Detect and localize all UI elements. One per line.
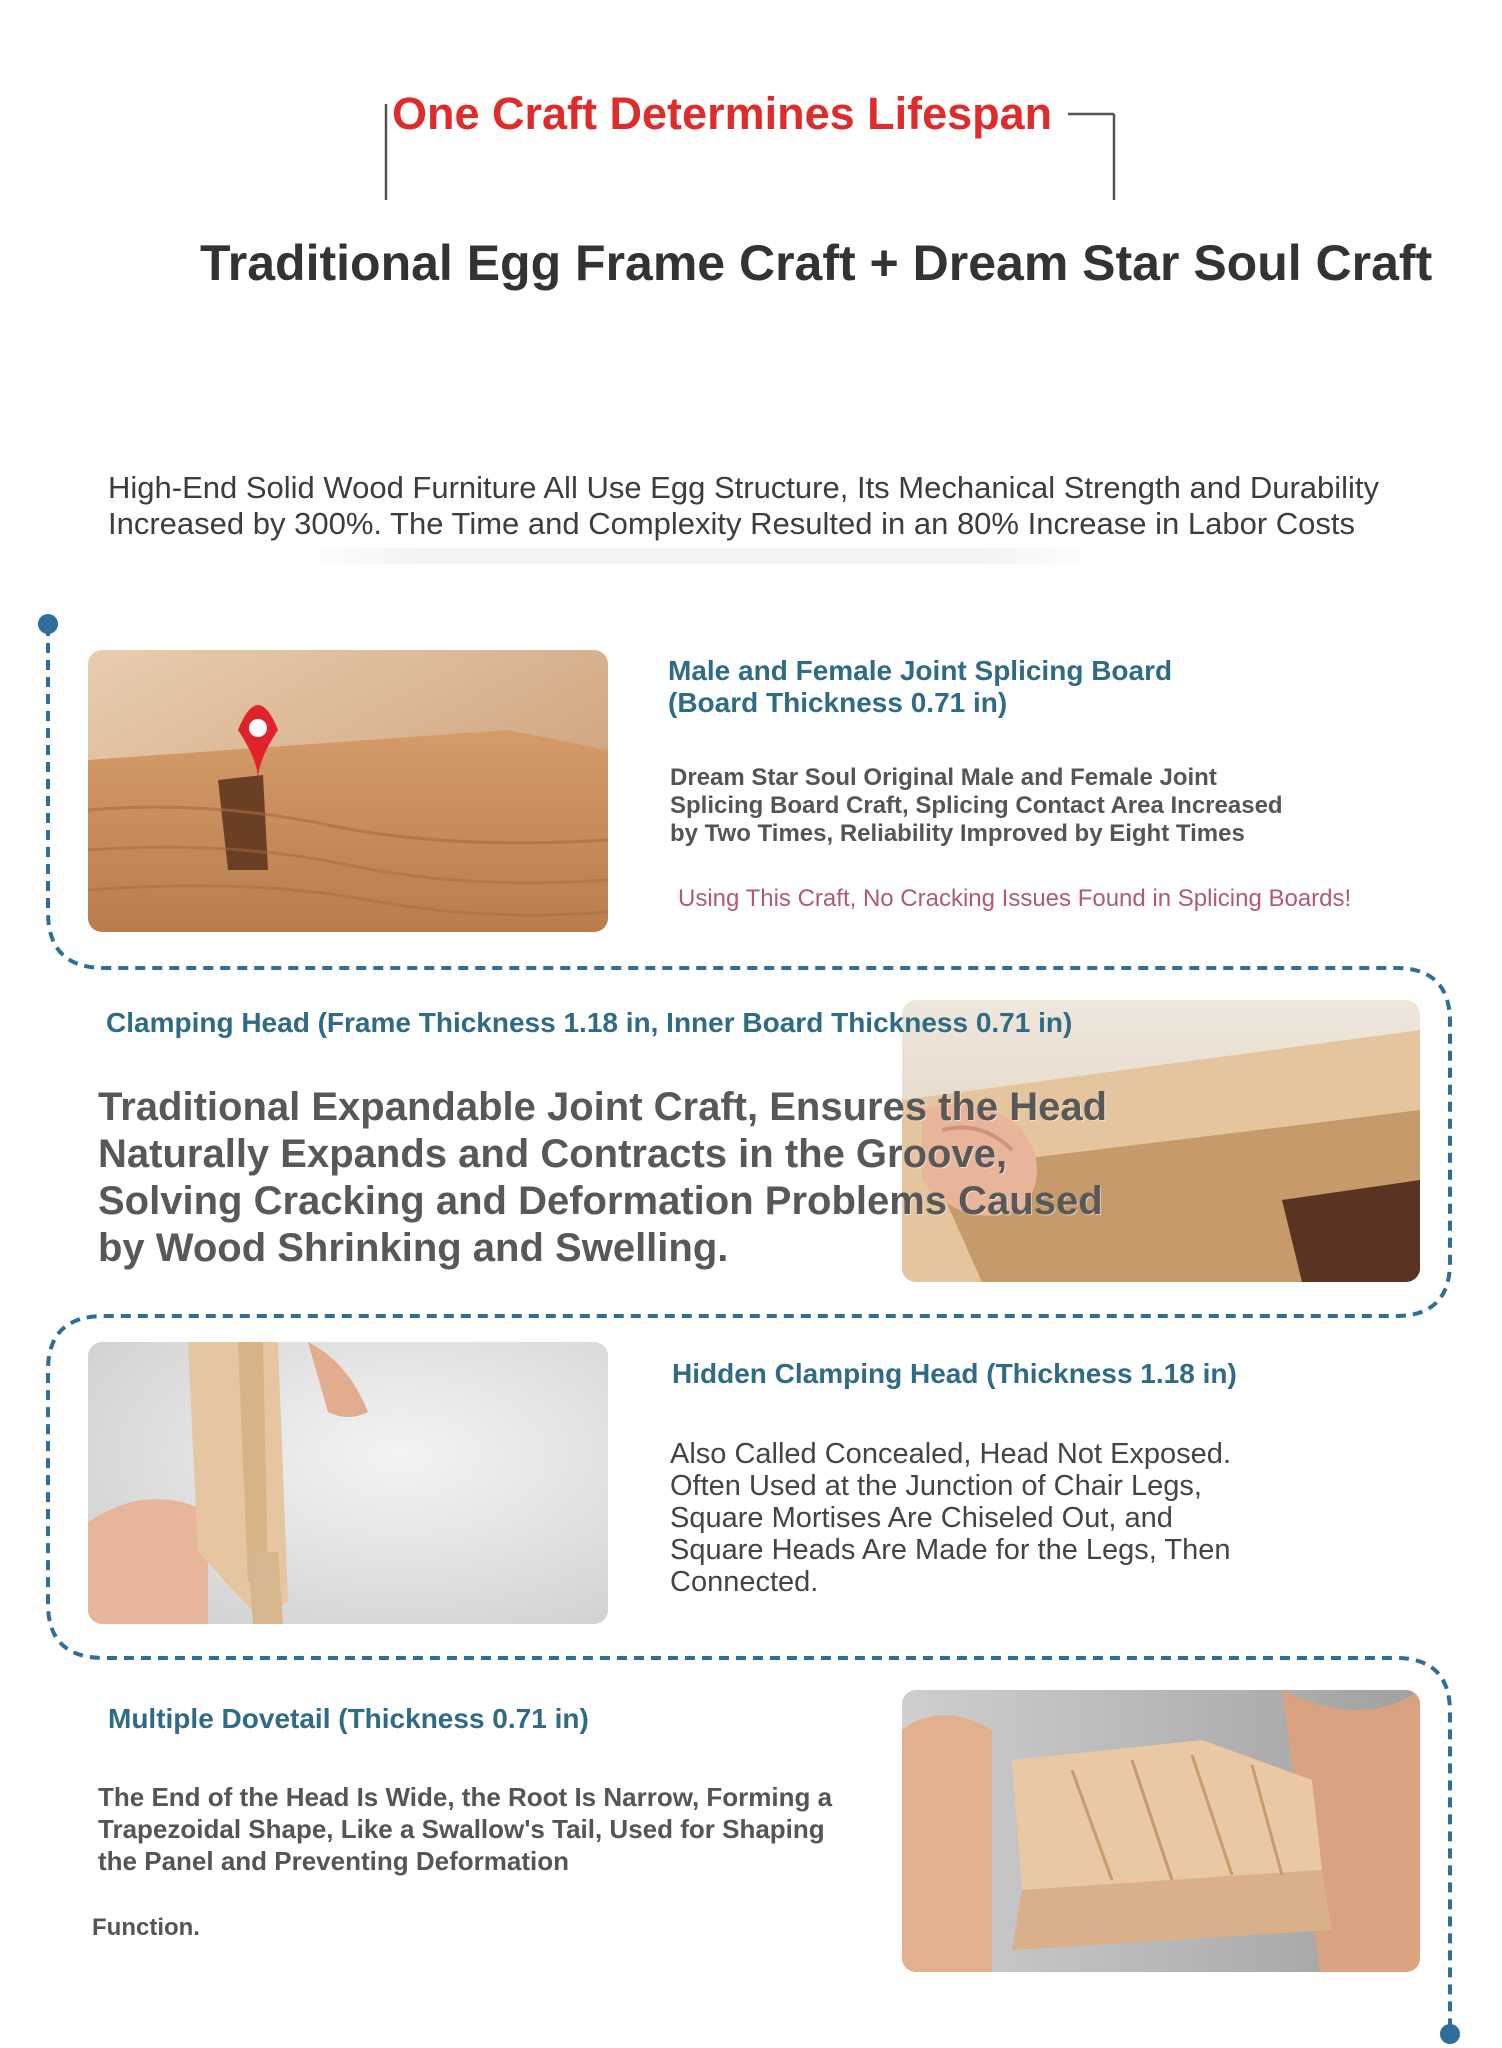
section-1-title-line2: (Board Thickness 0.71 in) — [668, 687, 1008, 718]
page-subtitle: Traditional Egg Frame Craft + Dream Star Soul Craft — [200, 235, 1433, 291]
page-title: One Craft Determines Lifespan — [392, 88, 1053, 139]
timeline-start-dot — [38, 614, 58, 634]
section-1-note: Using This Craft, No Cracking Issues Found in Splicing Boards! — [678, 885, 1352, 912]
section-4-body-tail: Function. — [92, 1914, 200, 1941]
section-4-title: Multiple Dovetail (Thickness 0.71 in) — [108, 1703, 589, 1734]
section-2-title: Clamping Head (Frame Thickness 1.18 in, Inner Board Thickness 0.71 in) — [106, 1007, 1073, 1038]
wood-splice-photo — [88, 650, 608, 932]
hidden-clamping-photo — [88, 1342, 608, 1624]
section-4-body: The End of the Head Is Wide, the Root Is Narrow, Forming a Trapezoidal Shape, Like a Swallow's Tail, Used for Shaping the Panel and Preventing Deformation — [98, 1782, 833, 1876]
section-1-title-line1: Male and Female Joint Splicing Board — [668, 655, 1173, 686]
section-3-title: Hidden Clamping Head (Thickness 1.18 in) — [672, 1358, 1237, 1389]
section-1-title — [668, 655, 1368, 719]
dovetail-photo — [902, 1690, 1420, 1972]
timeline-end-dot — [1440, 2024, 1460, 2044]
section-1-body: Dream Star Soul Original Male and Female Joint Splicing Board Craft, Splicing Contact Area Increased by Two Times, Reliability Improved by Eight Times — [670, 764, 1283, 847]
intro-text: High-End Solid Wood Furniture All Use Egg Structure, Its Mechanical Strength and Durability Increased by 300%. The Time and Complexity Resulted in an 80% Increase in Labor Costs — [108, 470, 1380, 541]
section-2-body: Traditional Expandable Joint Craft, Ensures the Head Naturally Expands and Contracts in the Groove, Solving Cracking and Deformation Problems Caused by Wood Shrinking and Swelling. — [98, 1085, 1108, 1270]
intro-divider — [300, 548, 1100, 564]
section-3-body: Also Called Concealed, Head Not Exposed. Often Used at the Junction of Chair Legs, Square Mortises Are Chiseled Out, and Square Heads Are Made for the Legs, Then Connected. — [670, 1438, 1231, 1598]
